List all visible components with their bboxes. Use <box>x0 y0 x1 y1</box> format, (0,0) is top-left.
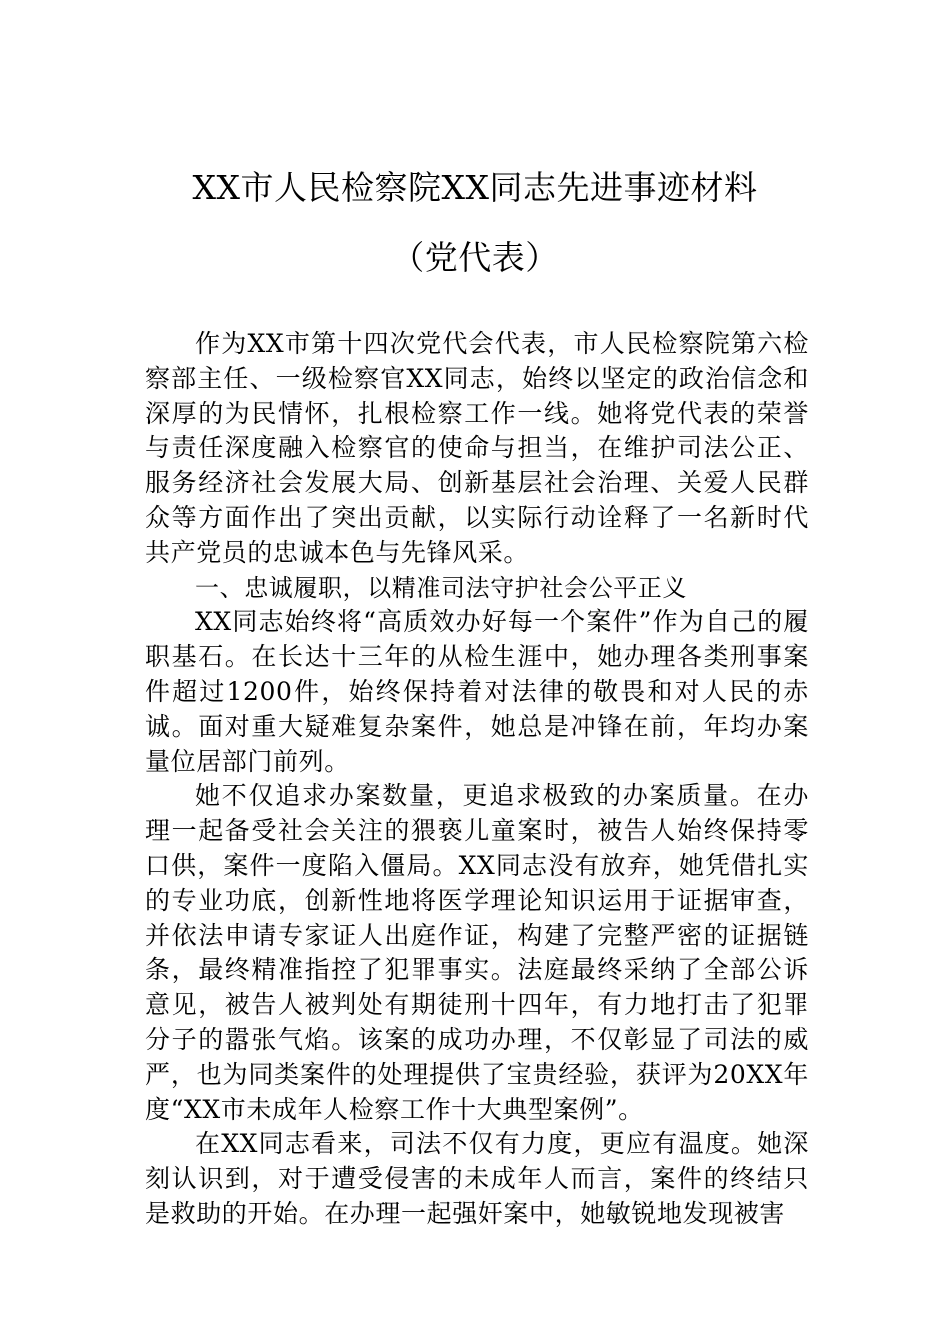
document-body <box>145 327 809 1232</box>
section-heading: 一、忠诚履职，以精准司法守护社会公平正义 <box>195 573 687 602</box>
body-paragraph: XX同志始终将“高质效办好每一个案件”作为自己的履职基石。在长达十三年的从检生涯中，她办理各类刑事案件超过1200件，始终保持着对法律的敬畏和对人民的赤诚。面对重大疑难复杂案件，她总是冲锋在前，年均办案量位居部门前列。 <box>145 607 809 776</box>
body-paragraph: 在XX同志看来，司法不仅有力度，更应有温度。她深刻认识到，对于遭受侵害的未成年人而言，案件的终结只是救助的开始。在办理一起强奸案中，她敏锐地发现被害 <box>145 1129 809 1228</box>
document-title: XX市人民检察院XX同志先进事迹材料 <box>192 168 758 207</box>
body-paragraph: 她不仅追求办案数量，更追求极致的办案质量。在办理一起备受社会关注的猥亵儿童案时，被告人始终保持零口供，案件一度陷入僵局。XX同志没有放弃，她凭借扎实的专业功底，创新性地将医学理论知识运用于证据审查，并依法申请专家证人出庭作证，构建了完整严密的证据链条，最终精准指控了犯罪事实。法庭最终采纳了全部公诉意见，被告人被判处有期徒刑十四年，有力地打击了犯罪分子的嚣张气焰。该案的成功办理，不仅彰显了司法的威严，也为同类案件的处理提供了宝贵经验，获评为20XX年度“XX市未成年人检察工作十大典型案例”。 <box>145 781 809 1124</box>
intro-paragraph: 作为XX市第十四次党代会代表，市人民检察院第六检察部主任、一级检察官XX同志，始终以坚定的政治信念和深厚的为民情怀，扎根检察工作一线。她将党代表的荣誉与责任深度融入检察官的使命与担当，在维护司法公正、服务经济社会发展大局、创新基层社会治理、关爱人民群众等方面作出了突出贡献，以实际行动诠释了一名新时代共产党员的忠诚本色与先锋风采。 <box>145 329 809 567</box>
document-subtitle: （党代表） <box>391 238 559 277</box>
